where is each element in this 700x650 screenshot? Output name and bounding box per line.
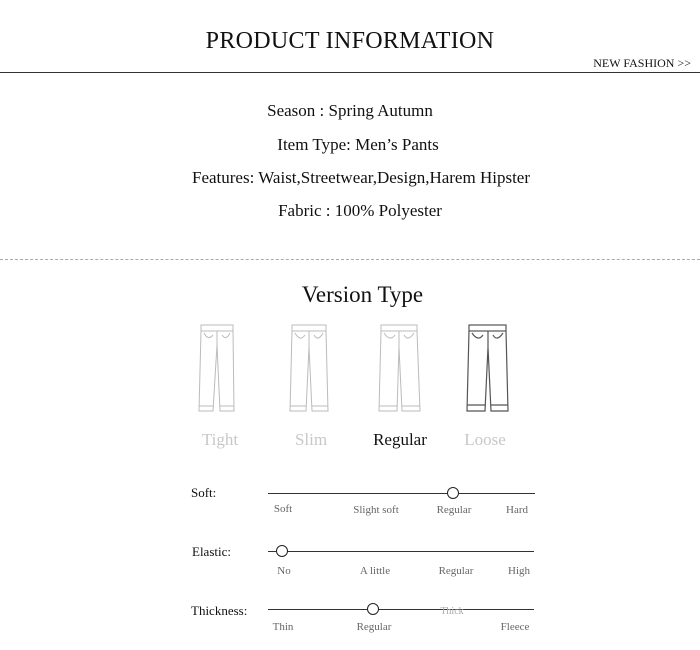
version-type-title: Version Type: [301, 282, 424, 307]
fit-label-tight: Tight: [201, 430, 239, 449]
thickness-scale-line: [268, 609, 534, 610]
fit-label-regular: Regular: [373, 430, 427, 449]
thickness-tick-regular: Regular: [356, 621, 392, 633]
fit-label-slim: Slim: [294, 430, 328, 449]
thickness-scale-marker: [367, 603, 379, 615]
thickness-scale-label: Thickness:: [191, 603, 248, 618]
info-fabric: Fabric : 100% Polyester: [278, 201, 442, 220]
new-fashion-link[interactable]: NEW FASHION >>: [593, 56, 691, 70]
slim-pants-icon: [288, 323, 332, 417]
soft-tick-regular: Regular: [436, 504, 472, 516]
info-season: Season : Spring Autumn: [267, 101, 433, 120]
elastic-tick-a-little: A little: [359, 565, 391, 577]
tight-pants-icon: [196, 323, 240, 417]
soft-scale-label: Soft:: [191, 485, 217, 500]
info-item-type: Item Type: Men’s Pants: [277, 135, 439, 154]
elastic-tick-no: No: [277, 565, 291, 577]
header-divider: [0, 72, 700, 73]
thickness-tick-fleece: Fleece: [500, 621, 530, 633]
loose-pants-icon: [466, 323, 510, 417]
section-divider: [0, 259, 700, 260]
regular-pants-icon: [378, 323, 422, 417]
thickness-tick-thin: Thin: [272, 621, 294, 633]
soft-tick-slight-soft: Slight soft: [353, 504, 399, 516]
elastic-scale-marker: [276, 545, 288, 557]
page-title: PRODUCT INFORMATION: [205, 28, 495, 54]
soft-tick-soft: Soft: [273, 503, 293, 515]
elastic-tick-high: High: [508, 565, 530, 577]
elastic-scale-label: Elastic:: [192, 544, 231, 559]
fit-label-loose: Loose: [464, 430, 506, 449]
soft-tick-hard: Hard: [506, 504, 528, 516]
info-features: Features: Waist,Streetwear,Design,Harem Hipster: [191, 168, 530, 187]
soft-scale-marker: [447, 487, 459, 499]
thickness-tick-thick: Thick: [440, 606, 464, 617]
elastic-scale-line: [268, 551, 534, 552]
soft-scale-line: [268, 493, 535, 494]
elastic-tick-regular: Regular: [438, 565, 474, 577]
